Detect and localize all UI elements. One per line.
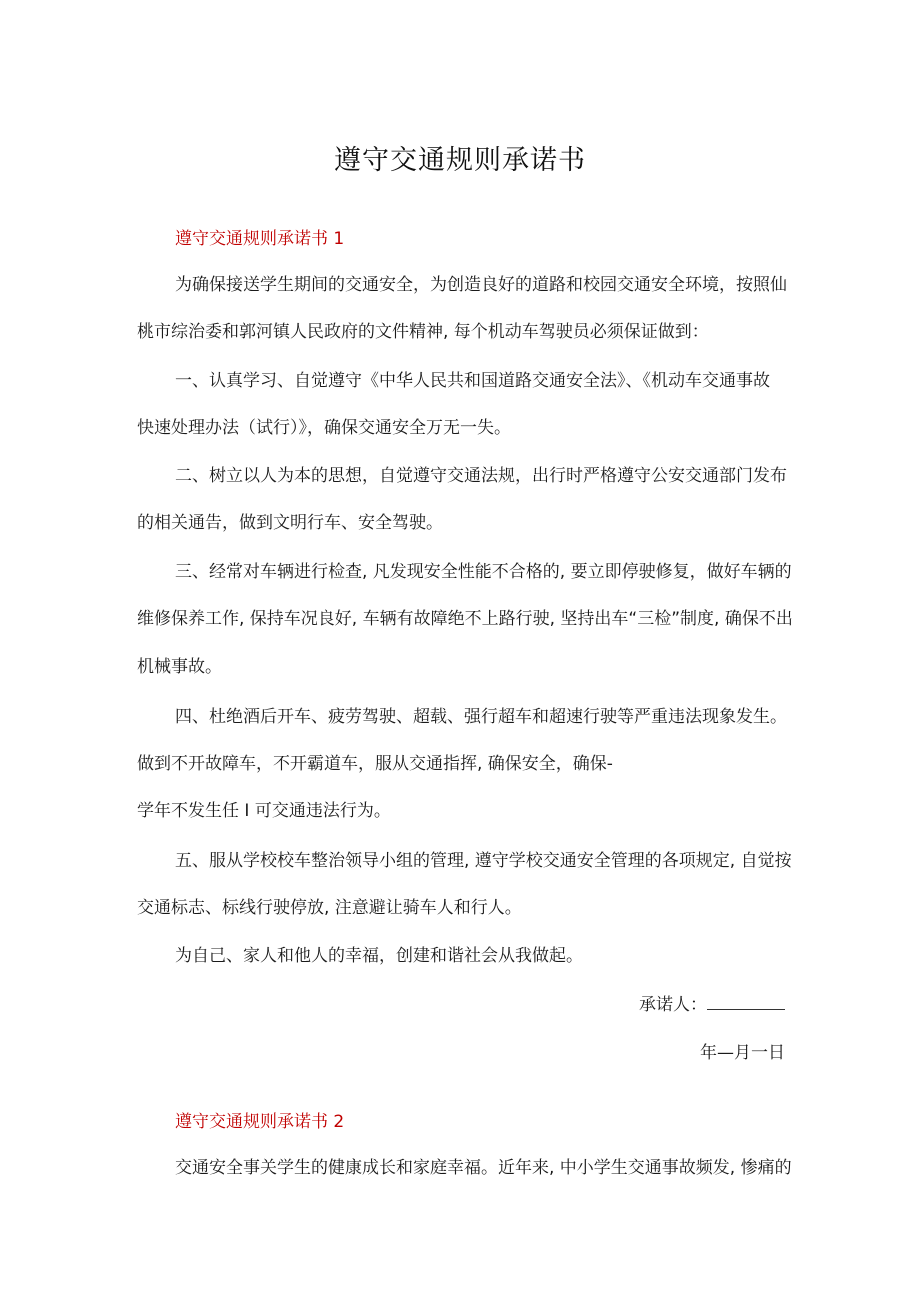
paragraph-line: 的相关通告，做到文明行车、安全驾驶。 — [137, 513, 443, 533]
paragraph-line: 交通安全事关学生的健康成长和家庭幸福。近年来, 中小学生交通事故频发, 惨痛的 — [175, 1158, 792, 1178]
paragraph-line: 为确保接送学生期间的交通安全，为创造良好的道路和校园交通安全环境，按照仙 — [175, 275, 787, 295]
page-title: 遵守交通规则承诺书 — [334, 145, 586, 176]
date-line: 年—月一日 — [700, 1043, 785, 1063]
paragraph-line: 桃市综治委和郭河镇人民政府的文件精神, 每个机动车驾驶员必须保证做到： — [137, 322, 709, 342]
paragraph-line: 学年不发生任 I 可交通违法行为。 — [137, 801, 391, 821]
paragraph-line: 五、服从学校校车整治领导小组的管理, 遵守学校交通安全管理的各项规定, 自觉按 — [175, 851, 792, 871]
paragraph-line: 做到不开故障车，不开霸道车，服从交通指挥, 确保安全，确保- — [137, 754, 613, 774]
signature-blank — [707, 993, 785, 1010]
paragraph-line: 快速处理办法（试行）》，确保交通安全万无一失。 — [137, 418, 511, 438]
paragraph-line: 四、杜绝酒后开车、疲劳驾驶、超载、强行超车和超速行驶等严重违法现象发生。 — [175, 707, 787, 727]
signature-label: 承诺人： — [639, 995, 707, 1015]
paragraph-line: 为自己、家人和他人的幸福，创建和谐社会从我做起。 — [175, 946, 583, 966]
section-2-heading: 遵守交通规则承诺书 2 — [175, 1112, 345, 1132]
paragraph-line: 二、树立以人为本的思想，自觉遵守交通法规，出行时严格遵守公安交通部门发布 — [175, 466, 787, 486]
paragraph-line: 交通标志、标线行驶停放, 注意避让骑车人和行人。 — [137, 898, 522, 918]
paragraph-line: 机械事故。 — [137, 657, 222, 677]
paragraph-line: 维修保养工作, 保持车况良好, 车辆有故障绝不上路行驶, 坚持出车“三检”制度, 确保不出 — [137, 609, 793, 629]
signature-line — [639, 993, 785, 1017]
section-1-heading: 遵守交通规则承诺书 1 — [175, 229, 345, 249]
paragraph-line: 一、认真学习、自觉遵守《中华人民共和国道路交通安全法》、《机动车交通事故 — [175, 371, 770, 391]
paragraph-line: 三、经常对车辆进行检查, 凡发现安全性能不合格的, 要立即停驶修复，做好车辆的 — [175, 562, 792, 582]
